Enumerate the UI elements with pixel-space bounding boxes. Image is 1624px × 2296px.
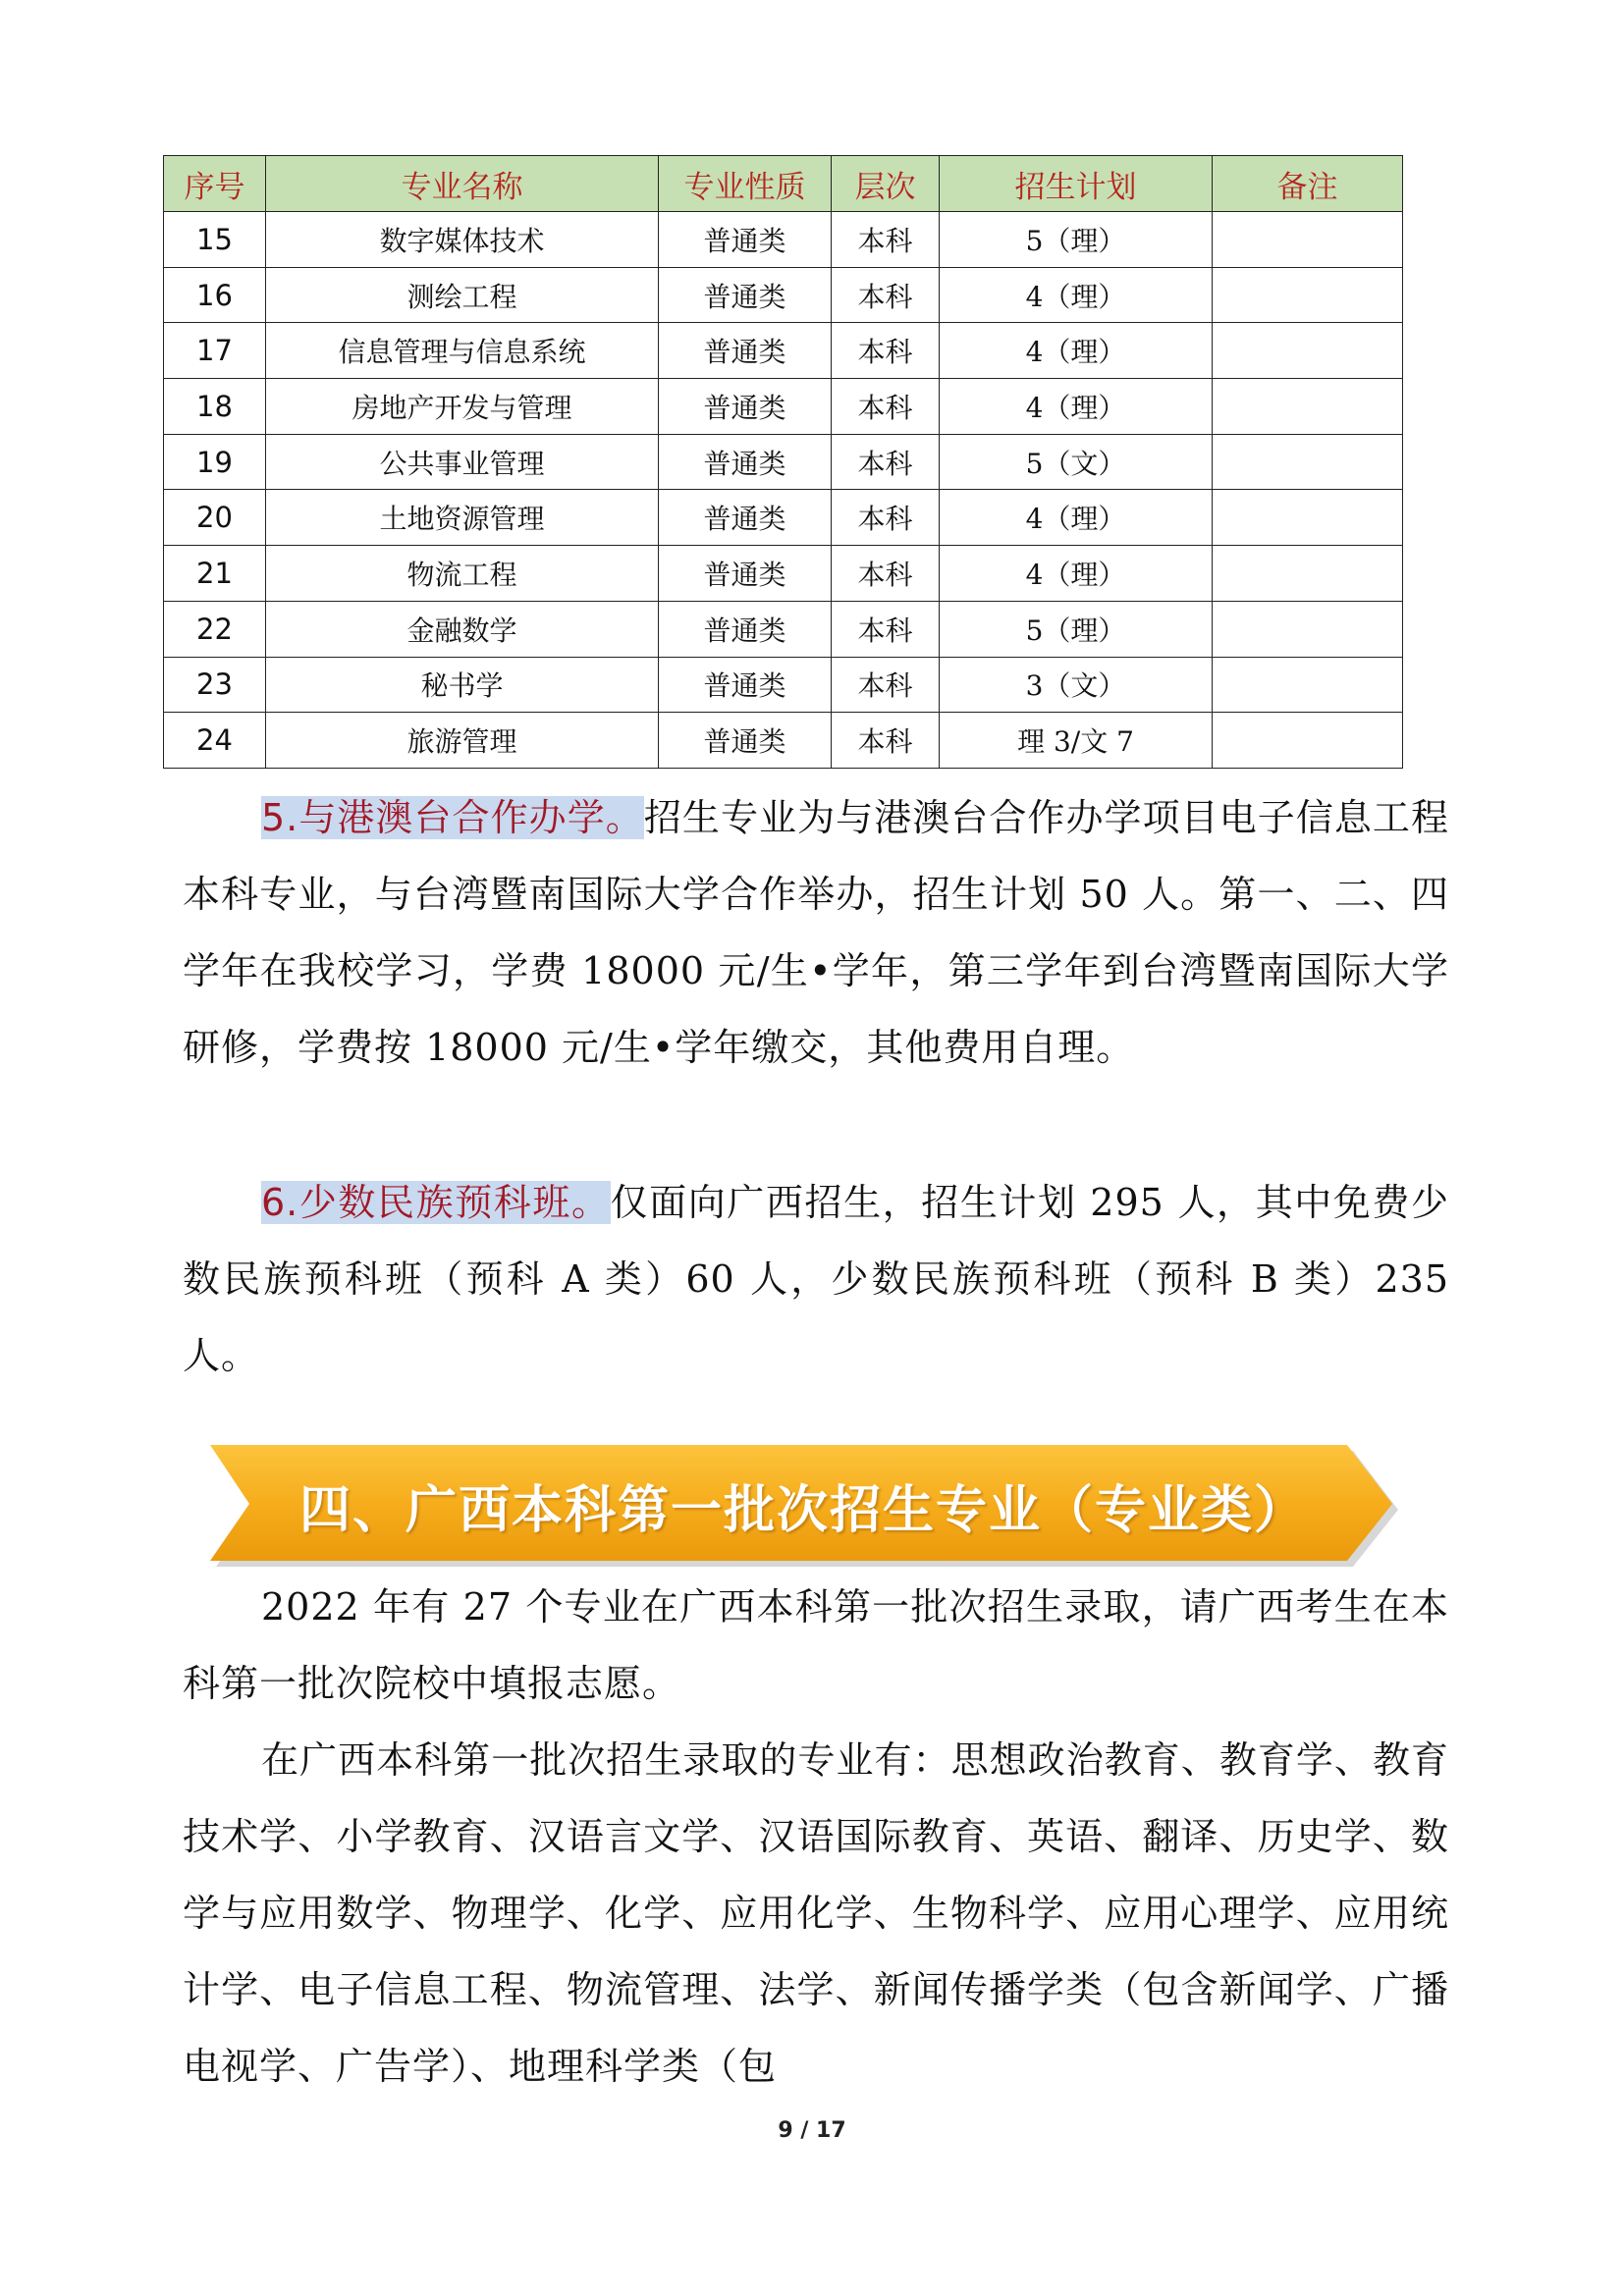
cell-name: 秘书学 xyxy=(266,657,659,713)
cell-level: 本科 xyxy=(832,657,940,713)
table-row xyxy=(164,434,1403,490)
cell-type: 普通类 xyxy=(659,546,832,602)
cell-plan: 4（理） xyxy=(940,546,1213,602)
cell-name: 旅游管理 xyxy=(266,713,659,769)
table-row xyxy=(164,379,1403,435)
cell-level: 本科 xyxy=(832,434,940,490)
cell-plan: 4（理） xyxy=(940,490,1213,546)
header-type: 专业性质 xyxy=(659,156,832,212)
cell-level: 本科 xyxy=(832,546,940,602)
cell-no: 23 xyxy=(164,657,266,713)
cell-note xyxy=(1213,546,1403,602)
cell-note xyxy=(1213,267,1403,323)
cell-note xyxy=(1213,434,1403,490)
table-row xyxy=(164,490,1403,546)
cell-no: 21 xyxy=(164,546,266,602)
majors-list-paragraph: 在广西本科第一批次招生录取的专业有：思想政治教育、教育学、教育技术学、小学教育、汉语言文学、汉语国际教育、英语、翻译、历史学、数学与应用数学、物理学、化学、应用化学、生物科学、应用心理学、应用统计学、电子信息工程、物流管理、法学、新闻传播学类（包含新闻学、广播电视学、广告学）、地理科学类（包 xyxy=(183,1738,1449,2088)
banner-title: 四、广西本科第一批次招生专业（专业类） xyxy=(298,1480,1307,1540)
cell-type: 普通类 xyxy=(659,267,832,323)
table-row xyxy=(164,323,1403,379)
section-5-body: 招生专业为与港澳台合作办学项目电子信息工程本科专业，与台湾暨南国际大学合作举办，招生计划 50 人。第一、二、四学年在我校学习，学费 18000 元/生•学年，第三学年到台湾暨南国际大学研修，学费按 18000 元/生•学年缴交，其他费用自理。 xyxy=(183,796,1449,1069)
cell-type: 普通类 xyxy=(659,434,832,490)
cell-type: 普通类 xyxy=(659,323,832,379)
cell-no: 22 xyxy=(164,601,266,657)
page-number: 9 / 17 xyxy=(778,2118,846,2143)
cell-name: 物流工程 xyxy=(266,546,659,602)
cell-note xyxy=(1213,601,1403,657)
cell-name: 公共事业管理 xyxy=(266,434,659,490)
cell-type: 普通类 xyxy=(659,379,832,435)
header-plan: 招生计划 xyxy=(940,156,1213,212)
majors-table xyxy=(163,155,1403,769)
header-note: 备注 xyxy=(1213,156,1403,212)
cell-name: 数字媒体技术 xyxy=(266,212,659,268)
cell-plan: 4（理） xyxy=(940,379,1213,435)
cell-note xyxy=(1213,657,1403,713)
cell-type: 普通类 xyxy=(659,601,832,657)
cell-note xyxy=(1213,323,1403,379)
table-row xyxy=(164,267,1403,323)
header-no: 序号 xyxy=(164,156,266,212)
cell-no: 17 xyxy=(164,323,266,379)
cell-plan: 4（理） xyxy=(940,323,1213,379)
cell-name: 测绘工程 xyxy=(266,267,659,323)
cell-name: 信息管理与信息系统 xyxy=(266,323,659,379)
section-6-body: 仅面向广西招生，招生计划 295 人，其中免费少数民族预科班（预科 A 类）60 人，少数民族预科班（预科 B 类）235 人。 xyxy=(183,1181,1449,1377)
section-5-highlight xyxy=(261,796,644,839)
section-5-paragraph xyxy=(183,779,1449,1086)
cell-type: 普通类 xyxy=(659,713,832,769)
table-row xyxy=(164,212,1403,268)
header-name: 专业名称 xyxy=(266,156,659,212)
section-banner xyxy=(204,1441,1402,1569)
cell-level: 本科 xyxy=(832,267,940,323)
cell-name: 土地资源管理 xyxy=(266,490,659,546)
header-level: 层次 xyxy=(832,156,940,212)
cell-name: 金融数学 xyxy=(266,601,659,657)
cell-type: 普通类 xyxy=(659,212,832,268)
section-6-highlight xyxy=(261,1181,611,1224)
cell-no: 18 xyxy=(164,379,266,435)
cell-level: 本科 xyxy=(832,212,940,268)
intro-paragraph: 2022 年有 27 个专业在广西本科第一批次招生录取，请广西考生在本科第一批次院校中填报志愿。 xyxy=(183,1585,1449,1705)
table-row xyxy=(164,713,1403,769)
section-6-heading: 6.少数民族预科班。 xyxy=(261,1181,611,1224)
cell-no: 16 xyxy=(164,267,266,323)
cell-name: 房地产开发与管理 xyxy=(266,379,659,435)
cell-note xyxy=(1213,212,1403,268)
cell-no: 15 xyxy=(164,212,266,268)
cell-level: 本科 xyxy=(832,713,940,769)
cell-no: 24 xyxy=(164,713,266,769)
table-body xyxy=(164,212,1403,769)
table-row xyxy=(164,601,1403,657)
section-5-heading: 5.与港澳台合作办学。 xyxy=(261,796,644,839)
cell-note xyxy=(1213,713,1403,769)
cell-no: 19 xyxy=(164,434,266,490)
cell-plan: 4（理） xyxy=(940,267,1213,323)
cell-plan: 理 3/文 7 xyxy=(940,713,1213,769)
cell-level: 本科 xyxy=(832,379,940,435)
cell-note xyxy=(1213,490,1403,546)
cell-plan: 5（理） xyxy=(940,601,1213,657)
cell-level: 本科 xyxy=(832,323,940,379)
majors-table-container xyxy=(163,155,1402,769)
cell-plan: 5（理） xyxy=(940,212,1213,268)
cell-type: 普通类 xyxy=(659,490,832,546)
cell-plan: 5（文） xyxy=(940,434,1213,490)
section-6-paragraph xyxy=(183,1164,1449,1394)
cell-type: 普通类 xyxy=(659,657,832,713)
cell-no: 20 xyxy=(164,490,266,546)
cell-level: 本科 xyxy=(832,490,940,546)
table-row xyxy=(164,657,1403,713)
cell-level: 本科 xyxy=(832,601,940,657)
cell-plan: 3（文） xyxy=(940,657,1213,713)
table-header-row xyxy=(164,156,1403,212)
cell-note xyxy=(1213,379,1403,435)
table-row xyxy=(164,546,1403,602)
